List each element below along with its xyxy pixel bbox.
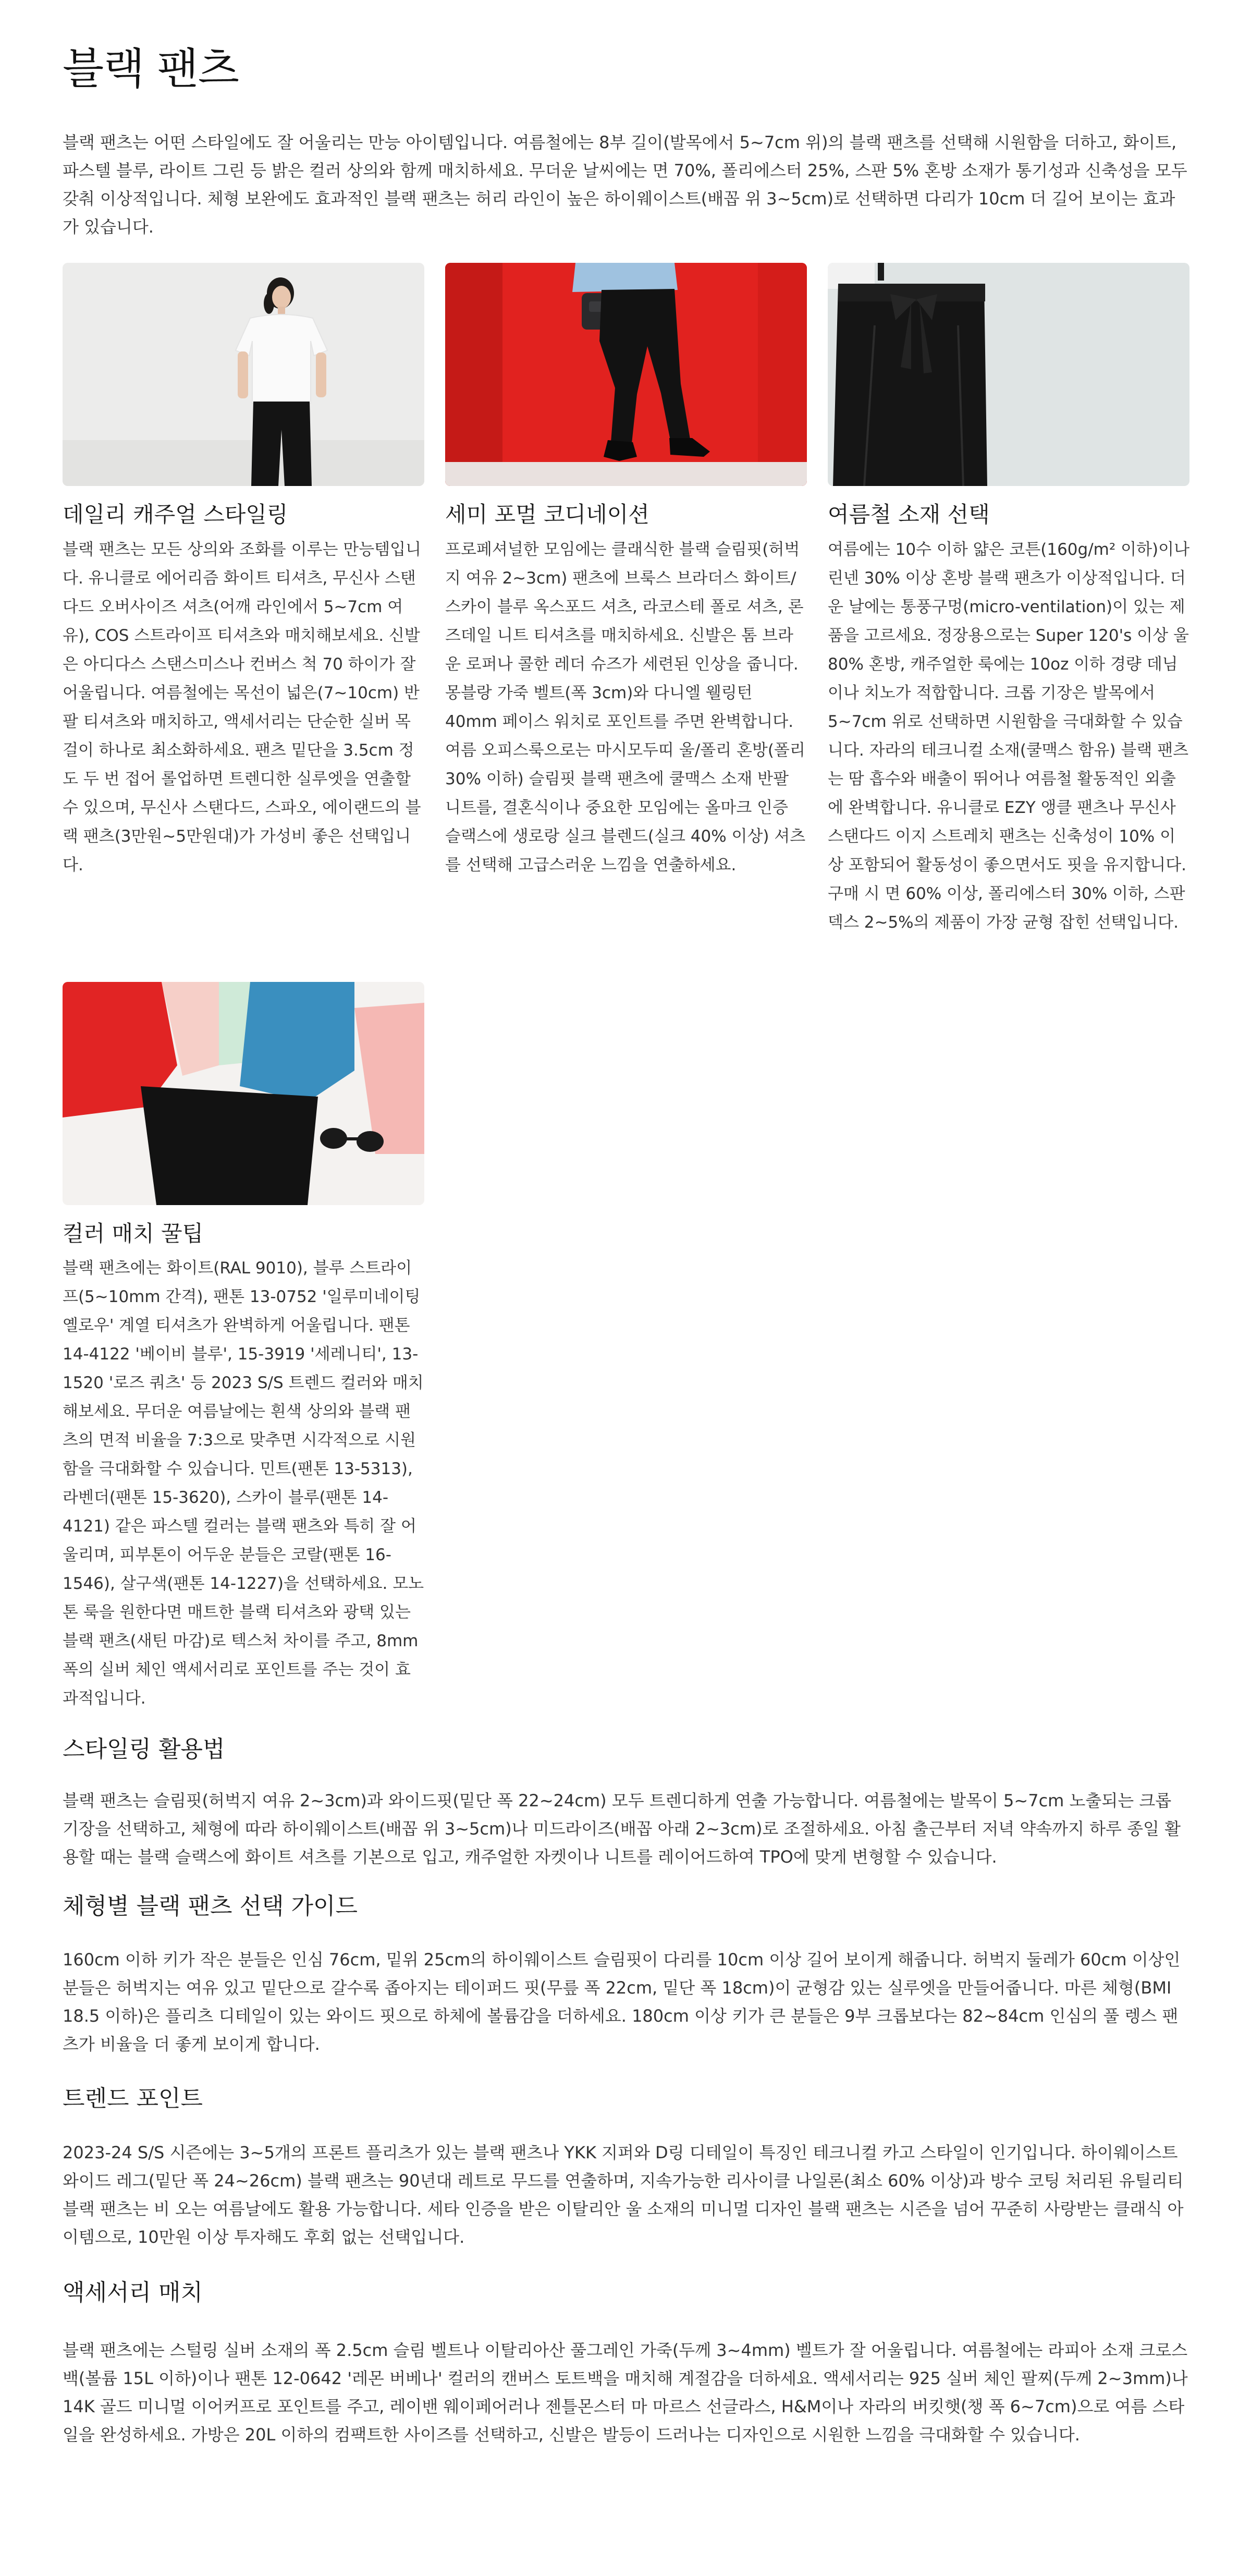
section-heading: 트렌드 포인트 [63, 2085, 203, 2112]
woman-white-tee-black-pants-photo [63, 263, 424, 486]
section-heading: 체형별 블랙 팬츠 선택 가이드 [63, 1892, 358, 1919]
colorful-tops-flatlay-sunglasses-photo [63, 982, 424, 1205]
card-semi-formal [445, 263, 807, 937]
section-accessory-match [63, 2279, 1188, 2449]
section-text: 160cm 이하 키가 작은 분들은 인심 76cm, 밑위 25cm의 하이웨이스트 슬림핏이 다리를 10cm 이상 길어 보이게 해줍니다. 허벅지 둘레가 60cm 이상인 분들은 허벅지는 여유 있고 밑단으로 갈수록 좁아지는 테이퍼드 핏(무릎 폭 22cm, 밑단 폭 18cm)이 균형감 있는 실루엣을 만들어줍니다. 마른 체형(BMI 18.5 이하)은 플리츠 디테일이 있는 와이드 핏으로 하체에 볼륨감을 더하세요. 180cm 이상 키가 큰 분들은 9부 크롭보다는 82~84cm 인심의 풀 렝스 팬츠가 비율을 더 좋게 보이게 합니다. [63, 1949, 1181, 2054]
section-trend-points [63, 2085, 1188, 2252]
card-grid [63, 263, 1188, 1713]
section-body-type-guide [63, 1893, 1188, 2058]
card-title: 데일리 캐주얼 스타일링 [63, 502, 288, 528]
card-text: 여름에는 10수 이하 얇은 코튼(160g/m² 이하)이나 린넨 30% 이상 혼방 블랙 팬츠가 이상적입니다. 더운 날에는 통풍구멍(micro-ventilation)이 있는 제품을 고르세요. 정장용으로는 Super 120's 이상 울 80% 혼방, 캐주얼한 룩에는 10oz 이하 경량 데님이나 치노가 적합합니다. 크롭 기장은 발목에서 5~7cm 위로 선택하면 시원함을 극대화할 수 있습니다. 자라의 테크니컬 소재(쿨맥스 함유) 블랙 팬츠는 땀 흡수와 배출이 뛰어나 여름철 활동적인 외출에 완벽합니다. 유니클로 EZY 앵클 팬츠나 무신사 스탠다드 이지 스트레치 팬츠는 신축성이 10% 이상 포함되어 활동성이 좋으면서도 핏을 유지합니다. 구매 시 면 60% 이상, 폴리에스터 30% 이하, 스판덱스 2~5%의 제품이 가장 균형 잡힌 선택입니다. [828, 540, 1190, 932]
semi-formal-red-wall-loafers-photo [445, 263, 807, 486]
section-styling-usage [63, 1736, 1188, 1871]
card-title: 컬러 매치 꿀팁 [63, 1220, 204, 1246]
intro-paragraph: 블랙 팬츠는 어떤 스타일에도 잘 어울리는 만능 아이템입니다. 여름철에는 8부 길이(발목에서 5~7cm 위)의 블랙 팬츠를 선택해 시원함을 더하고, 화이트, 파스텔 블루, 라이트 그린 등 밝은 컬러 상의와 함께 매치하세요. 무더운 날씨에는 면 70%, 폴리에스터 25%, 스판 5% 혼방 소재가 통기성과 신축성을 모두 갖춰 이상적입니다. 체형 보완에도 효과적인 블랙 팬츠는 허리 라인이 높은 하이웨이스트(배꼽 위 3~5cm)로 선택하면 다리가 10cm 더 길어 보이는 효과가 있습니다. [63, 132, 1187, 237]
card-text: 프로페셔널한 모임에는 클래식한 블랙 슬림핏(허벅지 여유 2~3cm) 팬츠에 브룩스 브라더스 화이트/스카이 블루 옥스포드 셔츠, 라코스테 폴로 셔츠, 론즈데일 니트 티셔츠를 매치하세요. 신발은 톰 브라운 로퍼나 콜한 레더 슈즈가 세련된 인상을 줍니다. 몽블랑 가죽 벨트(폭 3cm)와 다니엘 웰링턴 40mm 페이스 워치로 포인트를 주면 완벽합니다. 여름 오피스룩으로는 마시모두띠 울/폴리 혼방(폴리 30% 이하) 슬림핏 블랙 팬츠에 쿨맥스 소재 반팔 니트를, 결혼식이나 중요한 모임에는 올마크 인증 슬랙스에 생로랑 실크 블렌드(실크 40% 이상) 셔츠를 선택해 고급스러운 느낌을 연출하세요. [445, 540, 806, 874]
section-heading: 스타일링 활용법 [63, 1735, 225, 1763]
section-heading: 액세서리 매치 [63, 2279, 203, 2306]
card-text: 블랙 팬츠는 모든 상의와 조화를 이루는 만능템입니다. 유니클로 에어리즘 화이트 티셔츠, 무신사 스탠다드 오버사이즈 셔츠(어깨 라인에서 5~7cm 여유), COS 스트라이프 티셔츠와 매치해보세요. 신발은 아디다스 스탠스미스나 컨버스 척 70 하이가 잘 어울립니다. 여름철에는 목선이 넓은(7~10cm) 반팔 티셔츠와 매치하고, 액세서리는 단순한 실버 목걸이 하나로 최소화하세요. 팬츠 밑단을 3.5cm 정도 두 번 접어 롤업하면 트렌디한 실루엣을 연출할 수 있으며, 무신사 스탠다드, 스파오, 에이랜드의 블랙 팬츠(3만원~5만원대)가 가성비 좋은 선택입니다. [63, 540, 421, 874]
black-tie-waist-pants-closeup-photo [828, 263, 1189, 486]
card-text: 블랙 팬츠에는 화이트(RAL 9010), 블루 스트라이프(5~10mm 간격), 팬톤 13-0752 '일루미네이팅 옐로우' 계열 티셔츠가 완벽하게 어울립니다. 팬톤 14-4122 '베이비 블루', 15-3919 '세레니티', 13-1520 '로즈 쿼츠' 등 2023 S/S 트렌드 컬러와 매치해보세요. 무더운 여름날에는 흰색 상의와 블랙 팬츠의 면적 비율을 7:3으로 맞추면 시각적으로 시원함을 극대화할 수 있습니다. 민트(팬톤 13-5313), 라벤더(팬톤 15-3620), 스카이 블루(팬톤 14-4121) 같은 파스텔 컬러는 블랙 팬츠와 특히 잘 어울리며, 피부톤이 어두운 분들은 코랄(팬톤 16-1546), 살구색(팬톤 14-1227)을 선택하세요. 모노톤 룩을 원한다면 매트한 블랙 티셔츠와 광택 있는 블랙 팬츠(새틴 마감)로 텍스처 차이를 주고, 8mm 폭의 실버 체인 액세서리로 포인트를 주는 것이 효과적입니다. [63, 1258, 424, 1708]
card-daily-casual [63, 263, 424, 937]
page-title: 블랙 팬츠 [63, 44, 239, 94]
section-text: 블랙 팬츠에는 스털링 실버 소재의 폭 2.5cm 슬림 벨트나 이탈리아산 풀그레인 가죽(두께 3~4mm) 벨트가 잘 어울립니다. 여름철에는 라피아 소재 크로스백(볼륨 15L 이하)이나 팬톤 12-0642 '레몬 버베나' 컬러의 캔버스 토트백을 매치해 계절감을 더하세요. 액세서리는 925 실버 체인 팔찌(두께 2~3mm)나 14K 골드 미니멀 이어커프로 포인트를 주고, 레이밴 웨이페어러나 젠틀몬스터 마 마르스 선글라스, H&M이나 자라의 버킷햇(챙 폭 6~7cm)으로 여름 스타일을 완성하세요. 가방은 20L 이하의 컴팩트한 사이즈를 선택하고, 신발은 발등이 드러나는 디자인으로 시원한 느낌을 극대화할 수 있습니다. [63, 2340, 1188, 2445]
card-title: 세미 포멀 코디네이션 [445, 502, 649, 528]
card-summer-fabric [828, 263, 1189, 937]
card-title: 여름철 소재 선택 [828, 502, 990, 528]
section-text: 2023-24 S/S 시즌에는 3~5개의 프론트 플리츠가 있는 블랙 팬츠나 YKK 지퍼와 D링 디테일이 특징인 테크니컬 카고 스타일이 인기입니다. 하이웨이스트 와이드 레그(밑단 폭 24~26cm) 블랙 팬츠는 90년대 레트로 무드를 연출하며, 지속가능한 리사이클 나일론(최소 60% 이상)과 방수 코팅 처리된 유틸리티 블랙 팬츠는 비 오는 여름날에도 활용 가능합니다. 세타 인증을 받은 이탈리안 울 소재의 미니멀 디자인 블랙 팬츠는 시즌을 넘어 꾸준히 사랑받는 클래식 아이템으로, 10만원 이상 투자해도 후회 없는 선택입니다. [63, 2143, 1184, 2247]
card-color-match [63, 982, 424, 1713]
section-text: 블랙 팬츠는 슬림핏(허벅지 여유 2~3cm)과 와이드핏(밑단 폭 22~24cm) 모두 트렌디하게 연출 가능합니다. 여름철에는 발목이 5~7cm 노출되는 크롭 기장을 선택하고, 체형에 따라 하이웨이스트(배꼽 위 3~5cm)나 미드라이즈(배꼽 아래 2~3cm)로 조절하세요. 아침 출근부터 저녁 약속까지 하루 종일 활용할 때는 블랙 슬랙스에 화이트 셔츠를 기본으로 입고, 캐주얼한 자켓이나 니트를 레이어드하여 TPO에 맞게 변형할 수 있습니다. [63, 1790, 1181, 1867]
